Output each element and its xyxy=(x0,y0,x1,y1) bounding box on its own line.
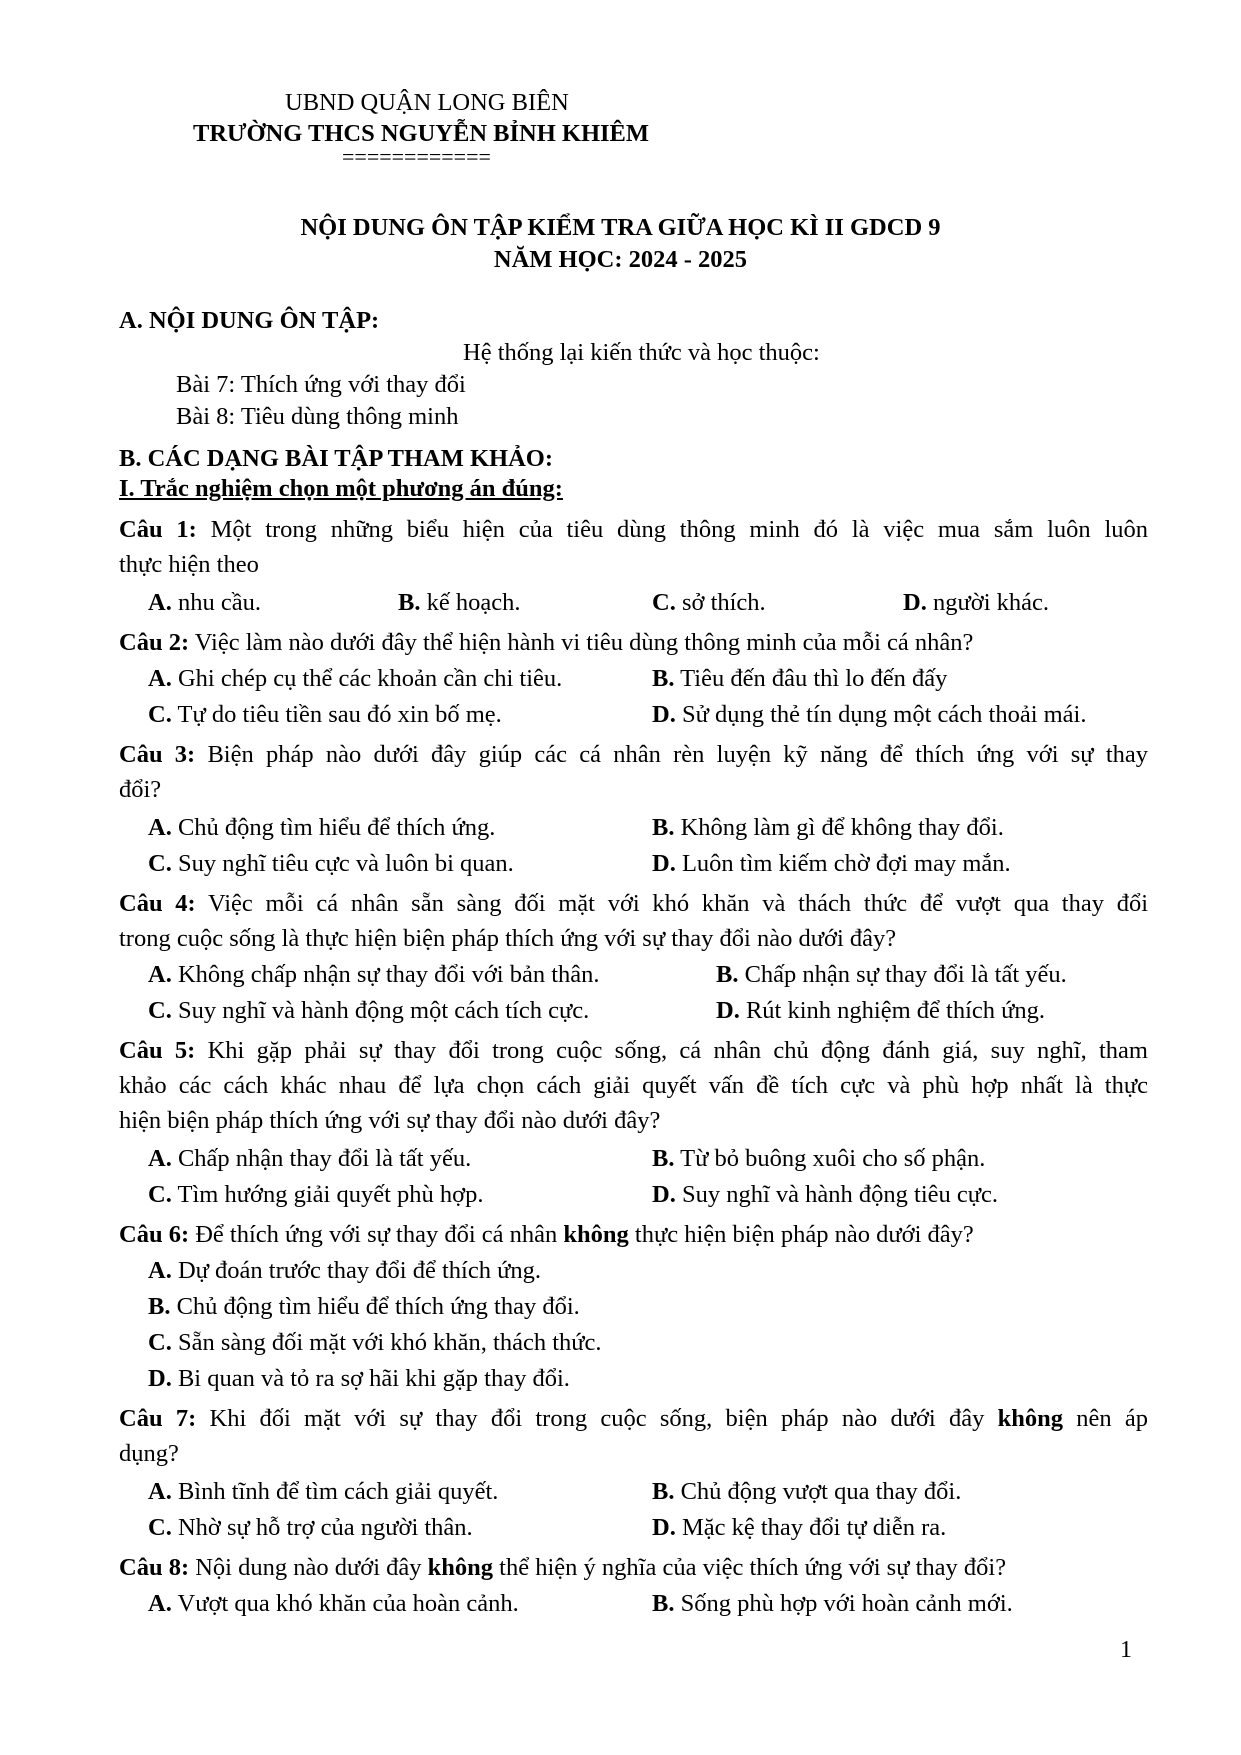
option-b: B. Chấp nhận sự thay đổi là tất yếu. xyxy=(716,961,1067,988)
question-1: Câu 1: Một trong những biểu hiện của tiêu dùng thông minh đó là việc mua sắm luôn luôn xyxy=(119,516,1148,543)
question-label: Câu 2: xyxy=(119,629,190,656)
section-b-heading: B. CÁC DẠNG BÀI TẬP THAM KHẢO: xyxy=(119,445,554,472)
lesson-item: Bài 8: Tiêu dùng thông minh xyxy=(176,403,459,430)
question-1-cont: thực hiện theo xyxy=(119,551,259,578)
question-label: Câu 1: xyxy=(119,516,197,543)
question-label: Câu 3: xyxy=(119,741,196,768)
question-label: Câu 5: xyxy=(119,1037,196,1064)
question-4: Câu 4: Việc mỗi cá nhân sẵn sàng đối mặt với khó khăn và thách thức để vượt qua thay đổi xyxy=(119,890,1149,917)
option-b: B. Không làm gì để không thay đổi. xyxy=(652,814,1004,841)
question-2: Câu 2: Việc làm nào dưới đây thể hiện hành vi tiêu dùng thông minh của mỗi cá nhân? xyxy=(119,629,974,656)
lesson-item: Bài 7: Thích ứng với thay đổi xyxy=(176,371,466,398)
option-c: C. Tự do tiêu tiền sau đó xin bố mẹ. xyxy=(148,701,502,728)
option-a: A. Vượt qua khó khăn của hoàn cảnh. xyxy=(148,1590,519,1617)
question-label: Câu 8: xyxy=(119,1554,190,1581)
option-a: A. Bình tĩnh để tìm cách giải quyết. xyxy=(148,1478,499,1505)
option-c: C. Tìm hướng giải quyết phù hợp. xyxy=(148,1181,484,1208)
option-d: D. Luôn tìm kiếm chờ đợi may mắn. xyxy=(652,850,1011,877)
header-separator: ============ xyxy=(342,144,491,169)
question-3: Câu 3: Biện pháp nào dưới đây giúp các cá nhân rèn luyện kỹ năng để thích ứng với sự thay xyxy=(119,741,1148,768)
option-b: B. Sống phù hợp với hoàn cảnh mới. xyxy=(652,1590,1013,1617)
question-label: Câu 7: xyxy=(119,1405,197,1432)
option-a: A. Chủ động tìm hiểu để thích ứng. xyxy=(148,814,496,841)
question-label: Câu 4: xyxy=(119,890,196,917)
document-title: NỘI DUNG ÔN TẬP KIỂM TRA GIỮA HỌC KÌ II GDCD 9 xyxy=(300,214,941,241)
question-4-cont: trong cuộc sống là thực hiện biện pháp thích ứng với sự thay đổi nào dưới đây? xyxy=(119,925,897,952)
option-d: D. Suy nghĩ và hành động tiêu cực. xyxy=(652,1181,999,1208)
option-c: C. Nhờ sự hỗ trợ của người thân. xyxy=(148,1514,473,1541)
option-a: A. Ghi chép cụ thể các khoản cần chi tiêu. xyxy=(148,665,563,692)
option-d: D. Rút kinh nghiệm để thích ứng. xyxy=(716,997,1046,1024)
option-b: B. kế hoạch. xyxy=(398,589,521,616)
option-a: A. nhu cầu. xyxy=(148,589,261,616)
page-number: 1 xyxy=(1120,1637,1132,1663)
question-5-cont: hiện biện pháp thích ứng với sự thay đổi nào dưới đây? xyxy=(119,1107,661,1134)
school-year: NĂM HỌC: 2024 - 2025 xyxy=(493,246,748,273)
option-c: C. Suy nghĩ tiêu cực và luôn bi quan. xyxy=(148,850,514,877)
option-d: D. Bi quan và tỏ ra sợ hãi khi gặp thay đổi. xyxy=(148,1365,570,1392)
option-a: A. Dự đoán trước thay đổi để thích ứng. xyxy=(148,1257,542,1284)
part-1-heading: I. Trắc nghiệm chọn một phương án đúng: xyxy=(119,475,563,502)
option-c: C. Suy nghĩ và hành động một cách tích cực. xyxy=(148,997,590,1024)
section-a-heading: A. NỘI DUNG ÔN TẬP: xyxy=(119,307,380,334)
question-7-cont: dụng? xyxy=(119,1440,179,1467)
section-a-intro: Hệ thống lại kiến thức và học thuộc: xyxy=(463,339,820,366)
question-3-cont: đổi? xyxy=(119,776,162,803)
option-c: C. Sẵn sàng đối mặt với khó khăn, thách thức. xyxy=(148,1329,602,1356)
option-c: C. sở thích. xyxy=(652,589,766,616)
question-8: Câu 8: Nội dung nào dưới đây không thể hiện ý nghĩa của việc thích ứng với sự thay đổi? xyxy=(119,1554,1007,1581)
option-b: B. Chủ động vượt qua thay đổi. xyxy=(652,1478,962,1505)
option-a: A. Chấp nhận thay đổi là tất yếu. xyxy=(148,1145,472,1172)
question-label: Câu 6: xyxy=(119,1221,190,1248)
option-a: A. Không chấp nhận sự thay đổi với bản thân. xyxy=(148,961,600,988)
option-d: D. Sử dụng thẻ tín dụng một cách thoải mái. xyxy=(652,701,1087,728)
question-5-cont: khảo các cách khác nhau để lựa chọn cách giải quyết vấn đề tích cực và phù hợp nhất là thực xyxy=(119,1072,1148,1099)
option-b: B. Chủ động tìm hiểu để thích ứng thay đổi. xyxy=(148,1293,580,1320)
option-d: D. người khác. xyxy=(903,589,1049,616)
question-7: Câu 7: Khi đối mặt với sự thay đổi trong cuộc sống, biện pháp nào dưới đây không nên áp xyxy=(119,1405,1149,1432)
option-b: B. Tiêu đến đâu thì lo đến đấy xyxy=(652,665,948,692)
question-6: Câu 6: Để thích ứng với sự thay đổi cá nhân không thực hiện biện pháp nào dưới đây? xyxy=(119,1221,974,1248)
district-name: UBND QUẬN LONG BIÊN xyxy=(285,89,569,116)
school-name: TRƯỜNG THCS NGUYỄN BỈNH KHIÊM xyxy=(193,120,650,147)
question-5: Câu 5: Khi gặp phải sự thay đổi trong cuộc sống, cá nhân chủ động đánh giá, suy nghĩ, tham xyxy=(119,1037,1148,1064)
option-b: B. Từ bỏ buông xuôi cho số phận. xyxy=(652,1145,986,1172)
option-d: D. Mặc kệ thay đổi tự diễn ra. xyxy=(652,1514,947,1541)
